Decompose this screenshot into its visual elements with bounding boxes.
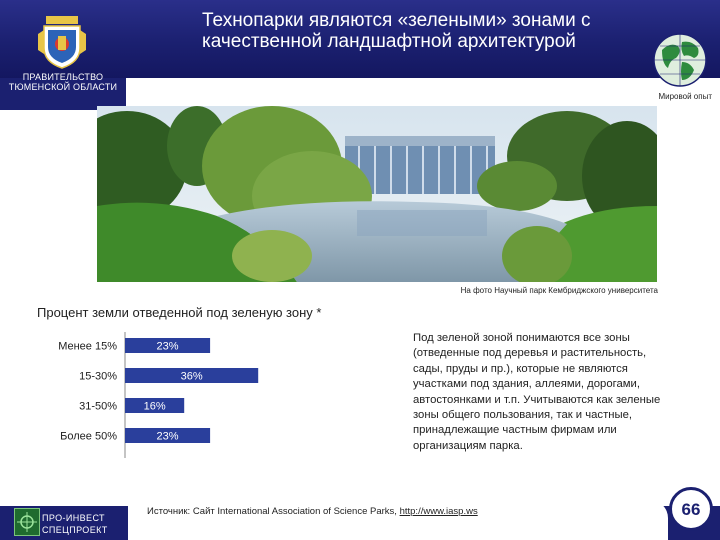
category-label: Более 50% — [60, 430, 117, 443]
source-link[interactable]: http://www.iasp.ws — [399, 506, 478, 517]
park-photo — [97, 106, 657, 282]
bar-value-label: 36% — [180, 370, 203, 383]
world-experience-label: Мировой опыт — [658, 92, 712, 101]
coat-of-arms-icon — [36, 14, 88, 70]
org-line-2: СПЕЦПРОЕКТ — [42, 525, 108, 535]
bar-value-label: 23% — [156, 340, 179, 353]
page-number: 66 — [681, 500, 701, 519]
category-label: Менее 15% — [58, 340, 117, 353]
photo-caption: На фото Научный парк Кембриджского университета — [460, 286, 658, 295]
page-number-badge — [669, 487, 713, 531]
pro-invest-label — [42, 512, 108, 536]
green-zone-definition: Под зеленой зоной понимаются все зоны (отведенные под деревья и растительность, сады, пруды и пр.), которые не являются участками под здания, аллеями, дорогами, автостоянками и т.п. Учитываются как зеленые зоны общего пользования, так и частные, принадлежащие частным фирмам или организациям парка. — [413, 332, 661, 452]
org-line-1: ПРО-ИНВЕСТ — [42, 513, 105, 523]
header-bar — [0, 0, 720, 78]
slide-title: Технопарки являются «зелеными» зонами с качественной ландшафтной архитектурой — [202, 10, 591, 52]
chart-title: Процент земли отведенной под зеленую зону * — [37, 305, 322, 320]
category-label: 31-50% — [79, 400, 117, 413]
bar-value-label: 16% — [143, 400, 166, 413]
source-note — [147, 506, 478, 517]
source-text: Источник: Сайт International Association of Science Parks, — [147, 506, 400, 517]
category-label: 15-30% — [79, 370, 117, 383]
pro-invest-logo-icon — [14, 508, 40, 536]
bar-value-label: 23% — [156, 430, 179, 443]
government-label: ПРАВИТЕЛЬСТВО ТЮМЕНСКОЙ ОБЛАСТИ — [8, 72, 118, 92]
globe-icon — [652, 32, 708, 88]
green-zone-bar-chart — [30, 330, 290, 462]
